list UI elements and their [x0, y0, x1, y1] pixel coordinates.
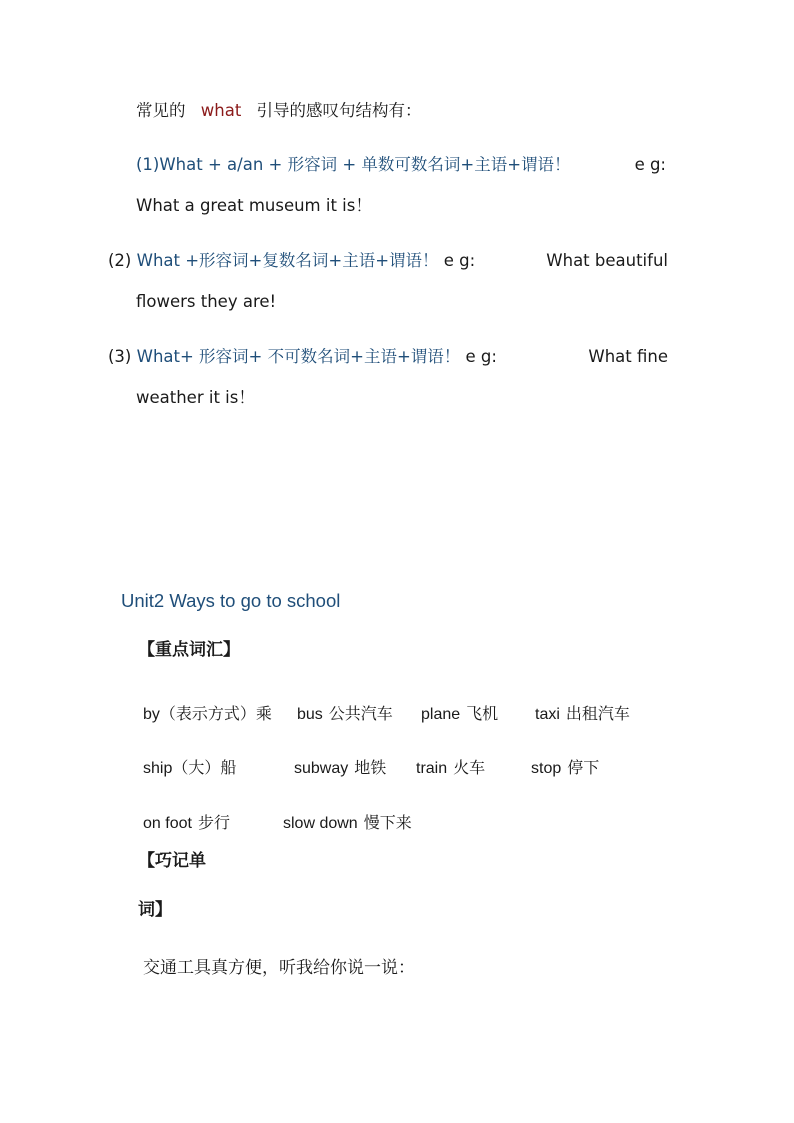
rule1-formula: (1)What + a/an + 形容词 + 单数可数名词+主语+谓语！	[136, 155, 571, 174]
closing-sentence: 交通工具真方便，听我给你说一说：	[143, 958, 415, 978]
rule3-number: (3)	[108, 347, 132, 366]
rule1-eg: e g:	[634, 155, 666, 174]
rule2-example-start: What beautiful	[546, 251, 668, 270]
vocab-item: taxi 出租汽车	[535, 706, 630, 723]
rule1-line	[136, 154, 666, 176]
vocab-item: train 火车	[416, 760, 486, 777]
rule3-line	[108, 346, 668, 368]
intro-line	[136, 100, 422, 122]
vocab-item: on foot 步行	[143, 815, 230, 832]
memory-section-title-line2: 词】	[138, 900, 172, 920]
intro-keyword: what	[200, 101, 242, 120]
unit-title: Unit2 Ways to go to school	[121, 590, 341, 611]
vocab-item: stop 停下	[531, 760, 600, 777]
rule3-eg: e g:	[465, 347, 497, 366]
rule1-example: What a great museum it is！	[136, 196, 372, 215]
rule2-line	[108, 250, 668, 272]
intro-prefix: 常见的	[136, 101, 186, 120]
vocab-item: subway 地铁	[294, 760, 387, 777]
vocab-item: plane 飞机	[421, 706, 499, 723]
intro-suffix: 引导的感叹句结构有：	[256, 101, 422, 120]
rule3-example-cont: weather it is！	[136, 388, 255, 407]
vocab-item: ship（大）船	[143, 760, 237, 777]
vocab-item: by（表示方式）乘	[143, 706, 272, 723]
memory-section-title-line1: 【巧记单	[138, 851, 206, 871]
rule3-formula: What+ 形容词+ 不可数名词+主语+谓语！	[136, 347, 461, 366]
vocab-section-title: 【重点词汇】	[138, 640, 240, 660]
rule3-example-start: What fine	[588, 347, 668, 366]
rule2-example-cont: flowers they are!	[136, 292, 277, 311]
vocab-item: slow down 慢下来	[283, 815, 412, 832]
rule2-formula: What +形容词+复数名词+主语+谓语！	[136, 251, 439, 270]
vocab-item: bus 公共汽车	[297, 706, 393, 723]
rule2-number: (2)	[108, 251, 132, 270]
rule2-eg: e g:	[443, 251, 476, 270]
